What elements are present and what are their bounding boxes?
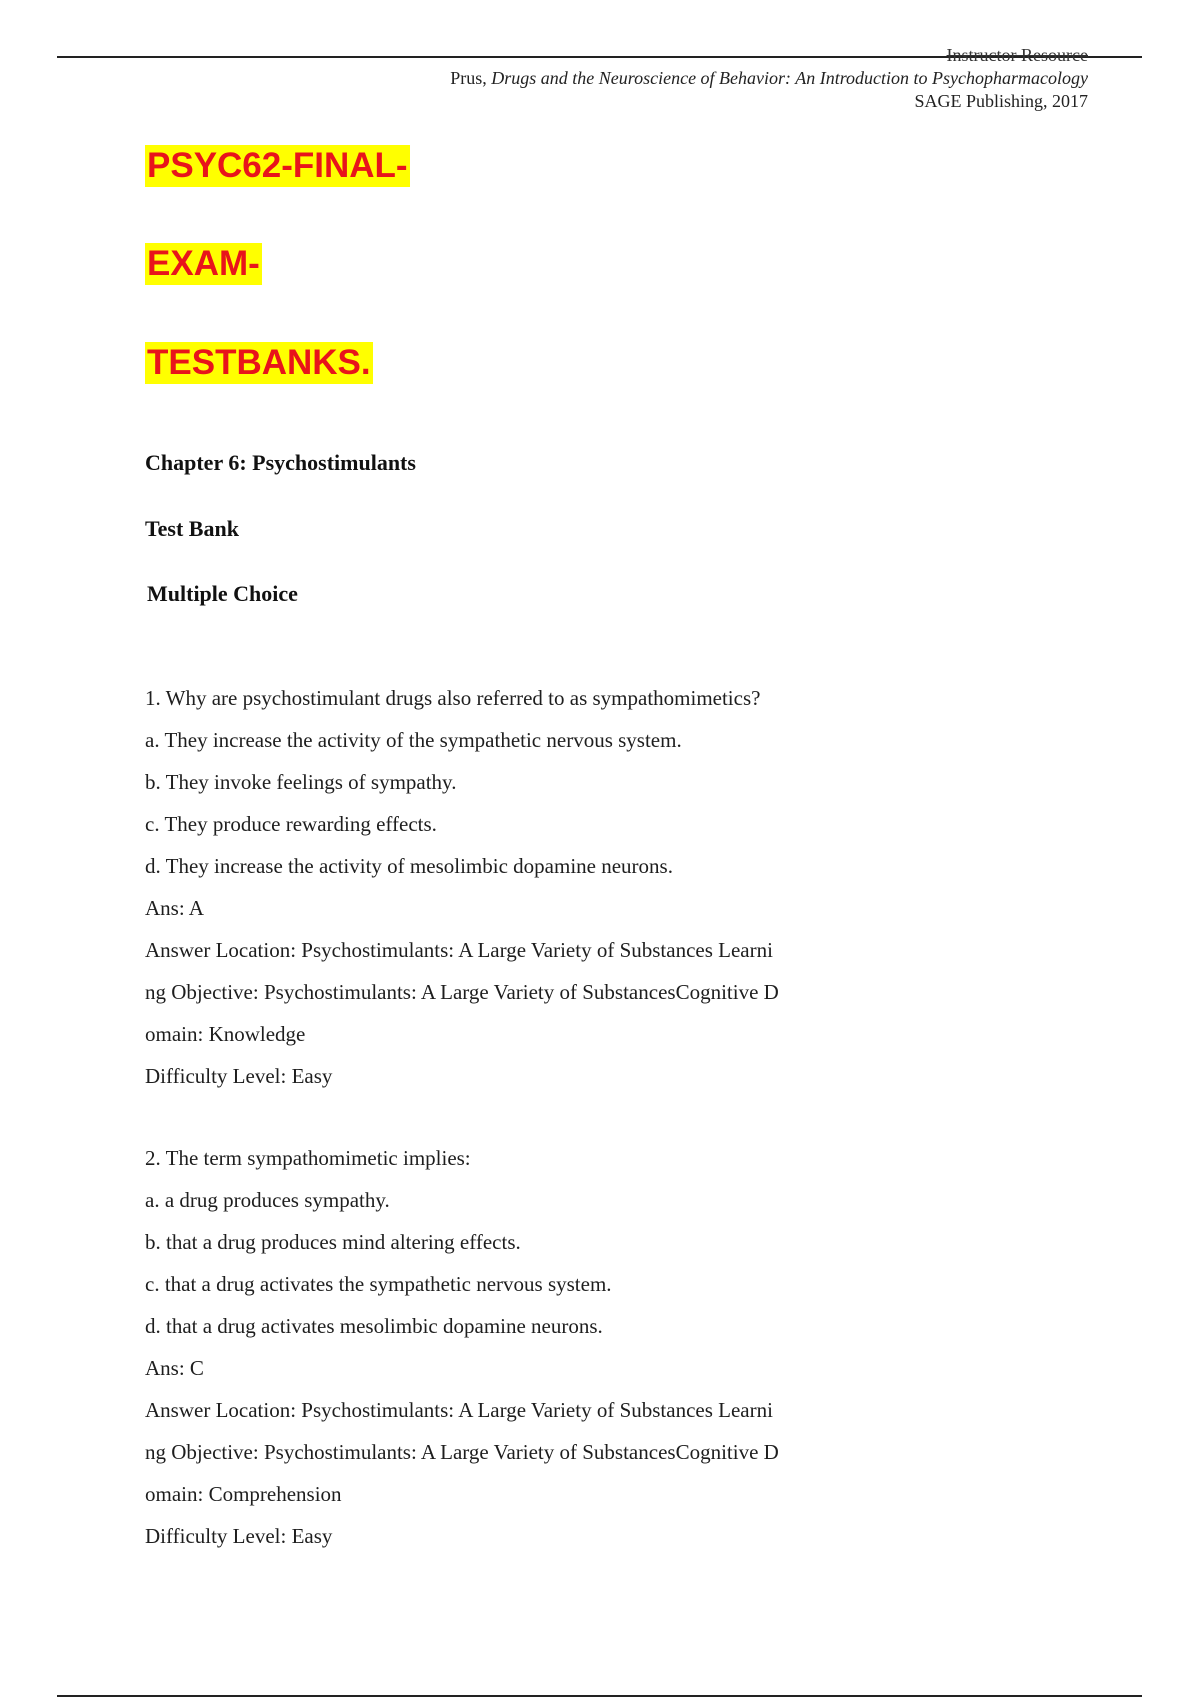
document-title-part-1: PSYC62-FINAL- bbox=[147, 146, 408, 185]
answer-location-line: Answer Location: Psychostimulants: A Large Variety of Substances Learni bbox=[145, 938, 773, 962]
answer-option-c: c. They produce rewarding effects. bbox=[145, 812, 437, 836]
test-bank-heading: Test Bank bbox=[145, 516, 239, 541]
document-title-part-3: TESTBANKS. bbox=[147, 343, 371, 382]
answer-key: Ans: C bbox=[145, 1356, 204, 1380]
header-publisher: SAGE Publishing, 2017 bbox=[914, 91, 1088, 111]
answer-location-line: omain: Knowledge bbox=[145, 1022, 306, 1046]
document-title-part-2: EXAM- bbox=[147, 244, 260, 283]
difficulty-level: Difficulty Level: Easy bbox=[145, 1064, 333, 1088]
answer-location-line: ng Objective: Psychostimulants: A Large Variety of SubstancesCognitive D bbox=[145, 1440, 779, 1464]
answer-option-c: c. that a drug activates the sympathetic nervous system. bbox=[145, 1272, 612, 1296]
answer-option-b: b. They invoke feelings of sympathy. bbox=[145, 770, 457, 794]
answer-location-line: Answer Location: Psychostimulants: A Large Variety of Substances Learni bbox=[145, 1398, 773, 1422]
header-author: Prus, bbox=[450, 68, 492, 88]
question-block-1 bbox=[145, 677, 905, 1097]
answer-option-b: b. that a drug produces mind altering effects. bbox=[145, 1230, 521, 1254]
section-heading: Multiple Choice bbox=[147, 581, 298, 606]
header-resource-label: Instructor Resource bbox=[946, 45, 1088, 65]
question-text: 1. Why are psychostimulant drugs also referred to as sympathomimetics? bbox=[145, 686, 761, 710]
question-block-2 bbox=[145, 1137, 905, 1557]
answer-option-d: d. They increase the activity of mesolimbic dopamine neurons. bbox=[145, 854, 673, 878]
question-text: 2. The term sympathomimetic implies: bbox=[145, 1146, 471, 1170]
answer-option-d: d. that a drug activates mesolimbic dopamine neurons. bbox=[145, 1314, 603, 1338]
footer-rule bbox=[57, 1695, 1142, 1697]
page-header bbox=[450, 44, 1088, 113]
chapter-heading: Chapter 6: Psychostimulants bbox=[145, 450, 416, 475]
header-book-title: Drugs and the Neuroscience of Behavior: An Introduction to Psychopharmacology bbox=[491, 68, 1088, 88]
answer-location-line: ng Objective: Psychostimulants: A Large Variety of SubstancesCognitive D bbox=[145, 980, 779, 1004]
answer-option-a: a. a drug produces sympathy. bbox=[145, 1188, 390, 1212]
answer-key: Ans: A bbox=[145, 896, 204, 920]
difficulty-level: Difficulty Level: Easy bbox=[145, 1524, 333, 1548]
answer-location-line: omain: Comprehension bbox=[145, 1482, 342, 1506]
answer-option-a: a. They increase the activity of the sympathetic nervous system. bbox=[145, 728, 682, 752]
header-book-citation bbox=[450, 67, 1088, 90]
